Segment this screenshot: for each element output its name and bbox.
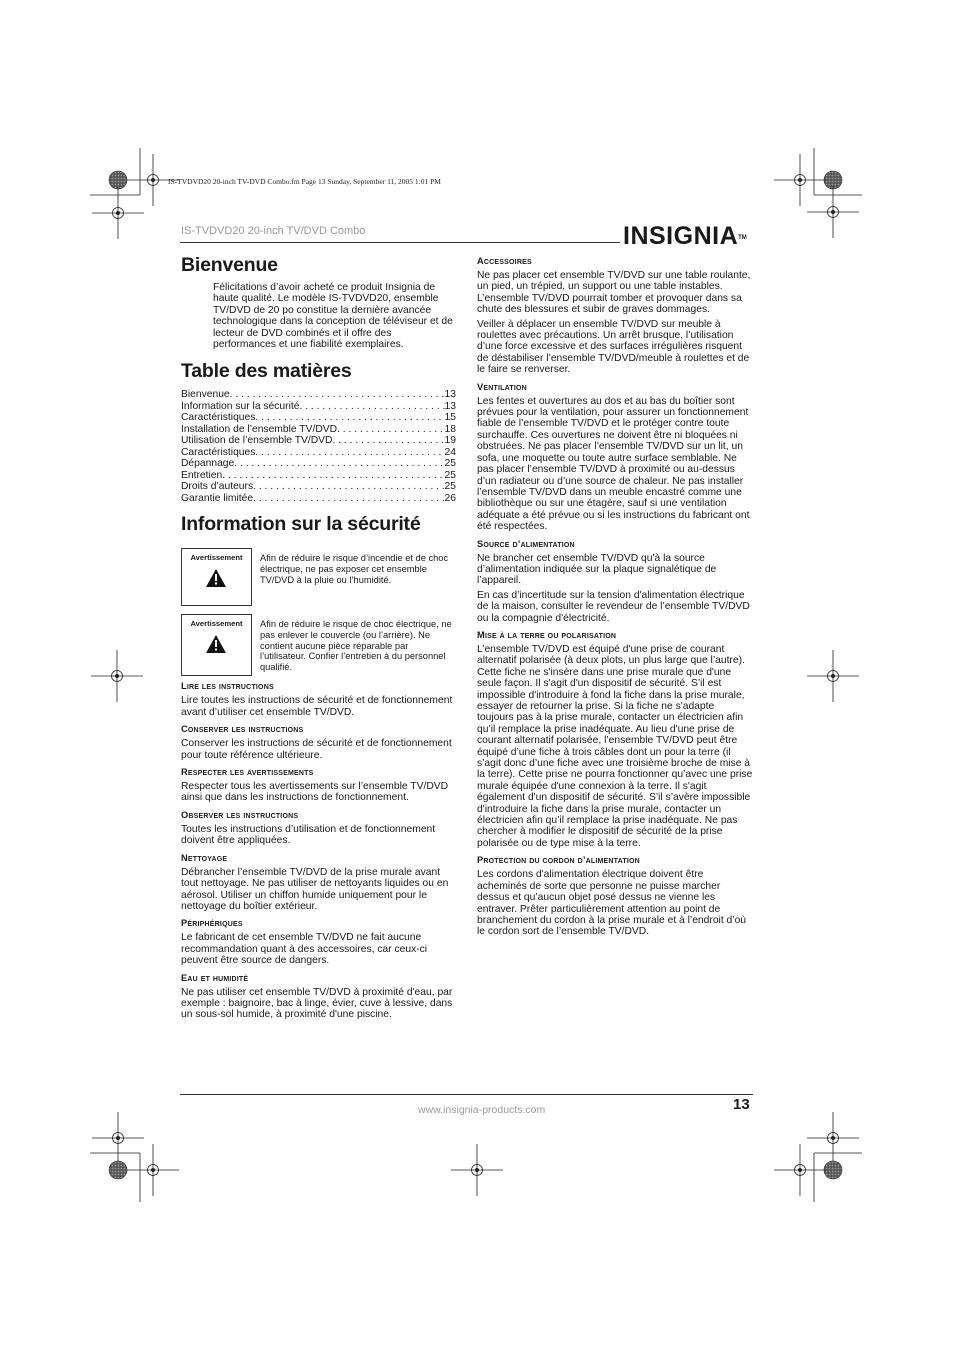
section-text: Les cordons d'alimentation électrique doivent être acheminés de sorte que personne ne puisse marcher dessus et qu’aucun objet posé dessus ne vienne les entraver. Prêter particulièrement attention au point de branchement du cordon à la prise murale et à l’endroit d’où le cordon sort de l’ensemble TV/DVD. (477, 869, 747, 938)
section-heading: Source d’alimentation (477, 538, 575, 549)
section-eau-humidite (181, 973, 456, 1021)
warning-callout (181, 614, 456, 676)
section-heading: Protection du cordon d’alimentation (477, 855, 640, 866)
toc-entry-title: Garantie limitée (181, 492, 254, 504)
toc-entry-page: 25 (444, 458, 456, 470)
section-lire-instructions (181, 681, 456, 718)
toc-entry-page: 26 (444, 492, 456, 504)
print-info: IS-TVDVD20 20-inch TV-DVD Combo.fm Page 13 Sunday, September 11, 2005 1:01 PM (168, 177, 441, 186)
toc-entry-title: Caractéristiques (181, 446, 256, 458)
toc-leader (253, 481, 444, 493)
logo-text: INSIGNIA (623, 222, 739, 250)
toc-entry-page: 13 (444, 389, 456, 401)
section-heading: Périphériques (181, 918, 243, 929)
toc-entry[interactable] (181, 458, 456, 470)
toc-entry[interactable] (181, 470, 456, 482)
toc-entry-title: Caractéristiques (181, 412, 256, 424)
insignia-logo (623, 222, 747, 250)
left-column (181, 253, 456, 1027)
footer-rule (180, 1094, 753, 1095)
section-text: Veiller à déplacer un ensemble TV/DVD sur meuble à roulettes avec précautions. Un arrêt brusque, l’utilisation d’une force excessive et des surfaces irrégulières risquent de déstabiliser l’ensemble TV/DVD/meuble à roulettes et de le faire se renverser. (477, 318, 750, 376)
page-number: 13 (733, 1096, 750, 1113)
section-source-alimentation (477, 539, 753, 624)
toc-entry-title: Entretien (181, 469, 223, 481)
table-of-contents (181, 389, 456, 504)
section-protection-cordon (477, 855, 753, 937)
toc-entry-page: 13 (444, 400, 456, 412)
toc-leader (222, 470, 444, 482)
section-text: Ne pas utiliser cet ensemble TV/DVD à proximité d'eau, par exemple : baignoire, bac à linge, évier, cuve à lessive, dans un sous-sol humide, à proximité d'une piscine. (181, 986, 453, 1021)
warning-label: Avertissement (190, 619, 243, 629)
header-rule (180, 242, 620, 243)
toc-entry[interactable] (181, 493, 456, 505)
section-text: En cas d’incertitude sur la tension d'alimentation électrique de la maison, consulter le revendeur de l’ensemble TV/DVD ou la compagnie d'électricité. (477, 589, 750, 624)
warning-triangle-icon (206, 635, 226, 653)
footer-url[interactable]: www.insignia-products.com (418, 1104, 546, 1116)
bienvenue-text: Félicitations d’avoir acheté ce produit Insignia de haute qualité. Le modèle IS-TVDVD20, ensemble TV/DVD de 20 po constitue la dernière avancée technologique dans la conception de téléviseur et de lecteur de DVD combinés et il offre des performances et une fiabilité exemplaires. (213, 282, 453, 351)
section-heading: Respecter les avertissements (181, 767, 314, 778)
toc-leader (332, 435, 444, 447)
toc-leader (234, 458, 444, 470)
section-respecter-avertissements (181, 767, 456, 804)
section-heading: Nettoyage (181, 852, 228, 863)
section-heading: Lire les instructions (181, 681, 274, 692)
toc-entry-title: Bienvenue (181, 389, 230, 401)
toc-entry[interactable] (181, 481, 456, 493)
toc-entry-page: 18 (444, 423, 456, 435)
section-text: Les fentes et ouvertures au dos et au bas du boîtier sont prévues pour la ventilation, pour assurer un fonctionnement fiable de l’ensemble TV/DVD et le protéger contre toute surchauffe. Ces ouvertures ne doivent être ni bloquées ni obstruées. Ne pas placer l’ensemble TV/DVD sur un lit, un sofa, une moquette ou toute autre surface semblable. Ne pas placer l’ensemble TV/DVD à proximité ou au-dessus d’un radiateur ou d’une source de chaleur. Ne pas installer l’ensemble TV/DVD dans un meuble encastré comme une bibliothèque ou sur une étagère, sauf si une ventilation adéquate a été prévue ou si les instructions du fabricant ont été respectées. (477, 395, 750, 533)
section-heading: Conserver les instructions (181, 724, 304, 735)
section-nettoyage (181, 853, 456, 913)
section-conserver-instructions (181, 724, 456, 761)
logo-trademark: TM (738, 235, 747, 241)
toc-entry[interactable] (181, 412, 456, 424)
toc-entry-title: Dépannage (181, 458, 235, 470)
toc-entry[interactable] (181, 447, 456, 459)
toc-leader (255, 447, 444, 459)
warning-text: Afin de réduire le risque de choc électrique, ne pas enlever le couvercle (ou l’arrière). Ne contient aucune pièce réparable par l’utilisateur. Confier l’entretien à du personnel qualifié. (260, 619, 452, 672)
toc-entry-page: 25 (444, 481, 456, 493)
section-heading: Mise à la terre ou polarisation (477, 629, 617, 640)
section-heading: Eau et humidité (181, 972, 249, 983)
section-text: Ne brancher cet ensemble TV/DVD qu'à la source d’alimentation indiquée sur la plaque signalétique de l’appareil. (477, 552, 717, 587)
section-text: Lire toutes les instructions de sécurité et de fonctionnement avant d’utiliser cet ensemble TV/DVD. (181, 695, 453, 718)
warning-box (181, 614, 252, 676)
toc-entry-page: 19 (444, 435, 456, 447)
warning-triangle-icon (206, 569, 226, 587)
section-text: Respecter tous les avertissements sur l’ensemble TV/DVD ainsi que dans les instructions de fonctionnement. (181, 781, 449, 804)
toc-heading: Table des matières (181, 360, 352, 383)
right-column (477, 256, 753, 944)
section-accessoires (477, 256, 753, 376)
toc-entry[interactable] (181, 424, 456, 436)
toc-entry-title: Information sur la sécurité (181, 400, 300, 412)
toc-leader (230, 389, 445, 401)
section-heading: Observer les instructions (181, 809, 299, 820)
toc-entry-page: 24 (444, 446, 456, 458)
toc-leader (299, 401, 444, 413)
section-text: Toutes les instructions d’utilisation et de fonctionnement doivent être appliquées. (181, 823, 436, 847)
section-observer-instructions (181, 810, 456, 847)
toc-entry-title: Droits d’auteurs (181, 481, 254, 493)
bienvenue-heading: Bienvenue (181, 254, 278, 276)
toc-entry[interactable] (181, 401, 456, 413)
toc-entry-page: 25 (444, 469, 456, 481)
header-product-name: IS-TVDVD20 20-inch TV/DVD Combo (181, 225, 366, 237)
toc-leader (253, 493, 444, 505)
section-ventilation (477, 382, 753, 533)
warning-label: Avertissement (190, 553, 243, 563)
toc-entry-page: 15 (444, 412, 456, 424)
section-text: Débrancher l’ensemble TV/DVD de la prise murale avant tout nettoyage. Ne pas utiliser de nettoyants liquides ou en aérosol. Utiliser un chiffon humide uniquement pour le nettoyage du boîtier extérieur. (181, 866, 449, 912)
section-text: Le fabricant de cet ensemble TV/DVD ne fait aucune recommandation quant à des accessoires, car ceux-ci peuvent être source de dangers. (181, 932, 428, 967)
section-peripheriques (181, 918, 456, 966)
toc-entry-title: Installation de l’ensemble TV/DVD (181, 423, 338, 435)
toc-leader (337, 424, 444, 436)
section-text: Ne pas placer cet ensemble TV/DVD sur une table roulante, un pied, un trépied, un support ou une table instables. L’ensemble TV/DVD pourrait tomber et provoquer dans sa chute des blessures et subir de graves dommages. (477, 270, 751, 316)
toc-leader (255, 412, 444, 424)
warning-text: Afin de réduire le risque d’incendie et de choc électrique, ne pas exposer cet ensemble TV/DVD à la pluie ou l’humidité. (260, 553, 449, 585)
section-heading: Accessoires (477, 256, 532, 266)
warning-callout (181, 548, 456, 606)
section-mise-a-la-terre (477, 630, 753, 849)
toc-entry[interactable] (181, 435, 456, 447)
section-text: L’ensemble TV/DVD est équipé d'une prise de courant alternatif polarisée (à deux plots, un plus large que l’autre). Cette fiche ne s'insère dans une prise murale que d'une seule façon. Il s'agit d'un dispositif de sécurité. S’il est impossible d'introduire à fond la fiche dans la prise murale, essayer de retourner la prise. Si la fiche ne s'adapte toujours pas à la prise murale, contacter un électricien afin qu’il remplace la prise inadéquate. Au lieu d'une prise de courant alternatif polarisée, l’ensemble TV/DVD peut être équipé d’une fiche à trois câbles dont un pour la terre (il s’agit donc d’une fiche avec une troisième broche de mise à la terre). Cette prise ne pourra fonctionner qu’avec une prise murale équipée d'une connexion à la terre. Il s'agit également d'un dispositif de sécurité. S’il s’avère impossible d'introduire la fiche dans la prise murale, contacter un électricien afin qu’il remplace la prise inadéquate. Ne pas chercher à modifier le dispositif de sécurité de la prise polarisée ou de type mise à la terre. (477, 643, 753, 849)
warning-box (181, 548, 252, 606)
section-heading: Ventilation (477, 381, 527, 392)
section-text: Conserver les instructions de sécurité et de fonctionnement pour toute référence ultérieure. (181, 738, 452, 761)
safety-heading: Information sur la sécurité (181, 513, 421, 536)
toc-entry-title: Utilisation de l’ensemble TV/DVD (181, 435, 333, 447)
toc-entry[interactable] (181, 389, 456, 401)
